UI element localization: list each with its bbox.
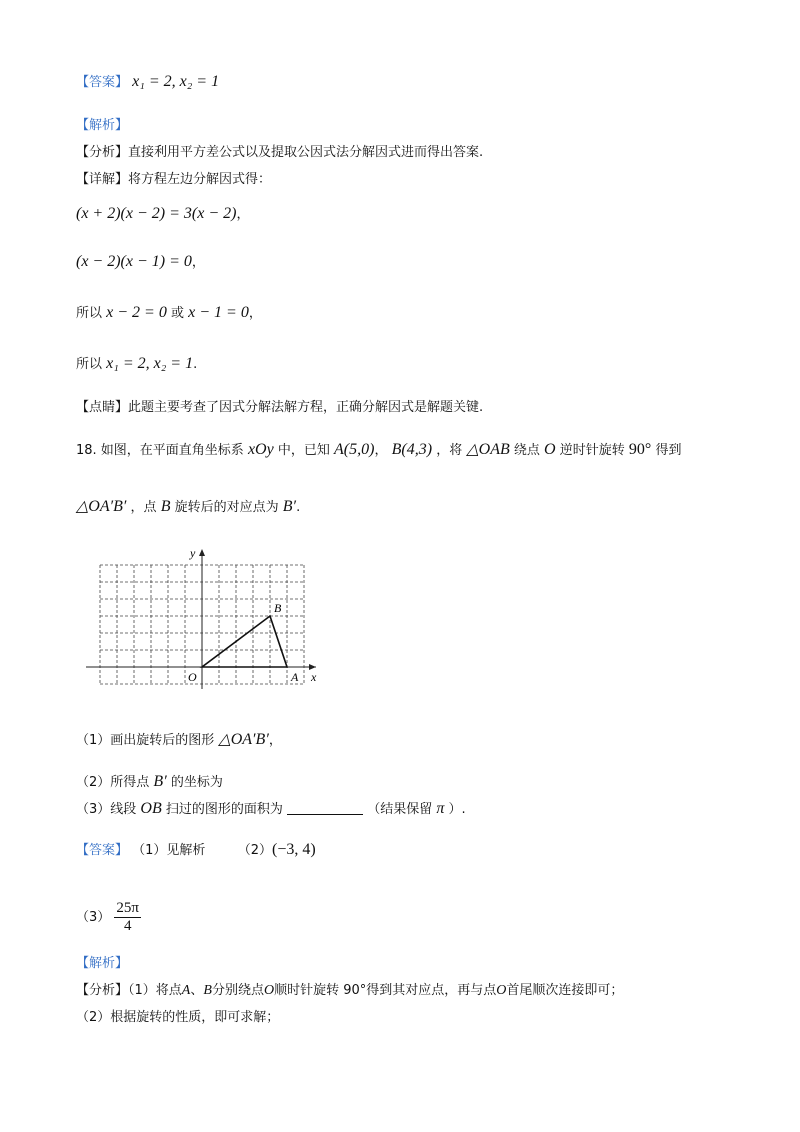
answer-18-part2-math: (−3, 4) xyxy=(272,841,316,858)
analysis-18-label: 【解析】 xyxy=(76,956,129,971)
comment-label: 【点睛】 xyxy=(76,400,129,415)
answer-line xyxy=(76,72,219,93)
sub3-mid: 扫过的图形的面积为 xyxy=(165,802,283,817)
q18-point-o: O xyxy=(544,441,556,458)
analysis-18-line-1 xyxy=(76,981,623,1001)
eq2-math: (x − 2)(x − 1) = 0 xyxy=(76,253,192,270)
sub2-text: （2）所得点 xyxy=(76,775,150,790)
equation-3: 所以 x − 2 = 0 或 x − 1 = 0， xyxy=(76,304,262,321)
f1-point-o: O xyxy=(263,983,275,998)
sub3-end: ）. xyxy=(448,802,466,817)
q18-triangle: △OAB xyxy=(466,441,510,458)
eq1-math: (x + 2)(x − 2) = 3(x − 2) xyxy=(76,205,237,222)
sub2-math: B′ xyxy=(153,773,167,790)
suoyi-2: 所以 xyxy=(76,357,103,372)
y-axis-label: y xyxy=(190,546,196,560)
sub1-math: △OA′B′ xyxy=(218,731,269,748)
sub3-pi: π xyxy=(436,800,445,817)
q18-xoy: xOy xyxy=(247,441,274,458)
f1-b: 、 xyxy=(190,983,204,998)
analysis-label: 【解析】 xyxy=(76,118,129,133)
q18-point-b: B(4,3) xyxy=(391,441,433,458)
comment-text: 此题主要考查了因式分解法解方程，正确分解因式是解题关键. xyxy=(128,400,484,415)
triangle-oab xyxy=(202,616,287,667)
question-18-line-1: 18. 如图，在平面直角坐标系 xOy 中，已知 A(5,0)， B(4,3) ，将 △OAB 绕点 O 逆时针旋转 90° 得到 xyxy=(76,441,682,458)
point-b-label: B xyxy=(274,601,282,615)
q18-b-prime: B′ xyxy=(282,498,297,515)
question-18-line-2: △OA′B′ ，点 B 旋转后的对应点为 B′. xyxy=(76,498,301,515)
point-a-label: A xyxy=(291,670,299,684)
answer-18-part3 xyxy=(76,900,141,935)
answer-18-label: 【答案】 xyxy=(76,843,129,858)
detail-line xyxy=(76,170,271,190)
answer-18-fraction xyxy=(114,900,141,935)
detail-label: 【详解】 xyxy=(76,172,129,187)
fenxi-text: 直接利用平方差公式以及提取公因式法分解因式进而得出答案. xyxy=(128,145,484,160)
x-axis-label: x xyxy=(311,670,317,684)
answer-18-part2-prefix: （2） xyxy=(237,843,272,858)
f1-a: （1）将点 xyxy=(128,983,182,998)
eq4-math: x₁ = 2, x₂ = 1 xyxy=(106,355,194,372)
comment-line xyxy=(76,398,483,418)
fenxi-label: 【分析】 xyxy=(76,145,129,160)
fenxi-line xyxy=(76,143,483,163)
origin-label: O xyxy=(188,670,197,684)
sub-question-2 xyxy=(76,772,223,793)
answer-label: 【答案】 xyxy=(76,75,129,90)
q18-num: 18. 如图，在平面直角坐标系 xyxy=(76,443,244,458)
q18-mid6: ，点 xyxy=(130,500,157,515)
f1-e: 首尾顺次连接即可； xyxy=(506,983,624,998)
sub1-text: （1）画出旋转后的图形 xyxy=(76,733,215,748)
suoyi-1: 所以 xyxy=(76,306,103,321)
q18-mid5: 得到 xyxy=(655,443,682,458)
eq3b-math: x − 1 = 0 xyxy=(188,304,249,321)
analysis-heading xyxy=(76,116,128,136)
fraction-numerator: 25π xyxy=(116,900,139,916)
equation-1: (x + 2)(x − 2) = 3(x − 2)， xyxy=(76,205,250,222)
analysis-18-part2: （2）根据旋转的性质，即可求解； xyxy=(76,1010,280,1025)
equation-4: 所以 x₁ = 2, x₂ = 1. xyxy=(76,355,198,372)
f1-d: 顺时针旋转 90°得到其对应点，再与点 xyxy=(274,983,497,998)
q18-mid2: ，将 xyxy=(436,443,463,458)
equation-2: (x − 2)(x − 1) = 0， xyxy=(76,253,205,270)
fenxi-18-label: 【分析】 xyxy=(76,983,129,998)
sub3-text: （3）线段 xyxy=(76,802,137,817)
sub2-post: 的坐标为 xyxy=(170,775,223,790)
detail-text: 将方程左边分解因式得： xyxy=(128,172,272,187)
answer-18-part1: （1）见解析 xyxy=(132,843,206,858)
sub3-math: OB xyxy=(140,800,162,817)
q18-mid3: 绕点 xyxy=(513,443,540,458)
q18-point-b-ref: B xyxy=(160,498,171,515)
y-axis-arrow xyxy=(199,549,205,556)
coordinate-grid-figure xyxy=(86,545,326,690)
answer-18-part3-prefix: （3） xyxy=(76,910,111,925)
eq3a-math: x − 2 = 0 xyxy=(106,304,167,321)
analysis-18-line-2 xyxy=(76,1008,279,1028)
f1-point-o-2: O xyxy=(496,983,507,998)
fraction-denominator: 4 xyxy=(123,918,132,934)
f1-c: 分别绕点 xyxy=(211,983,264,998)
q18-point-a: A(5,0) xyxy=(334,441,375,458)
huo-text: 或 xyxy=(171,306,185,321)
q18-mid4: 逆时针旋转 xyxy=(559,443,625,458)
f1-point-b: B xyxy=(203,983,212,998)
q18-mid1: 中，已知 xyxy=(277,443,330,458)
q18-angle: 90° xyxy=(628,441,652,458)
answer-math: x₁ = 2, x₂ = 1 xyxy=(132,73,220,90)
sub-question-3 xyxy=(76,799,466,820)
analysis-18-heading xyxy=(76,954,128,974)
q18-triangle-prime: △OA′B′ xyxy=(76,498,127,515)
answer-18-line xyxy=(76,840,316,861)
f1-point-a: A xyxy=(181,983,191,998)
q18-mid7: 旋转后的对应点为 xyxy=(174,500,279,515)
answer-blank xyxy=(287,800,363,815)
sub3-post: （结果保留 xyxy=(367,802,433,817)
sub-question-1: （1）画出旋转后的图形 △OA′B′， xyxy=(76,731,282,748)
